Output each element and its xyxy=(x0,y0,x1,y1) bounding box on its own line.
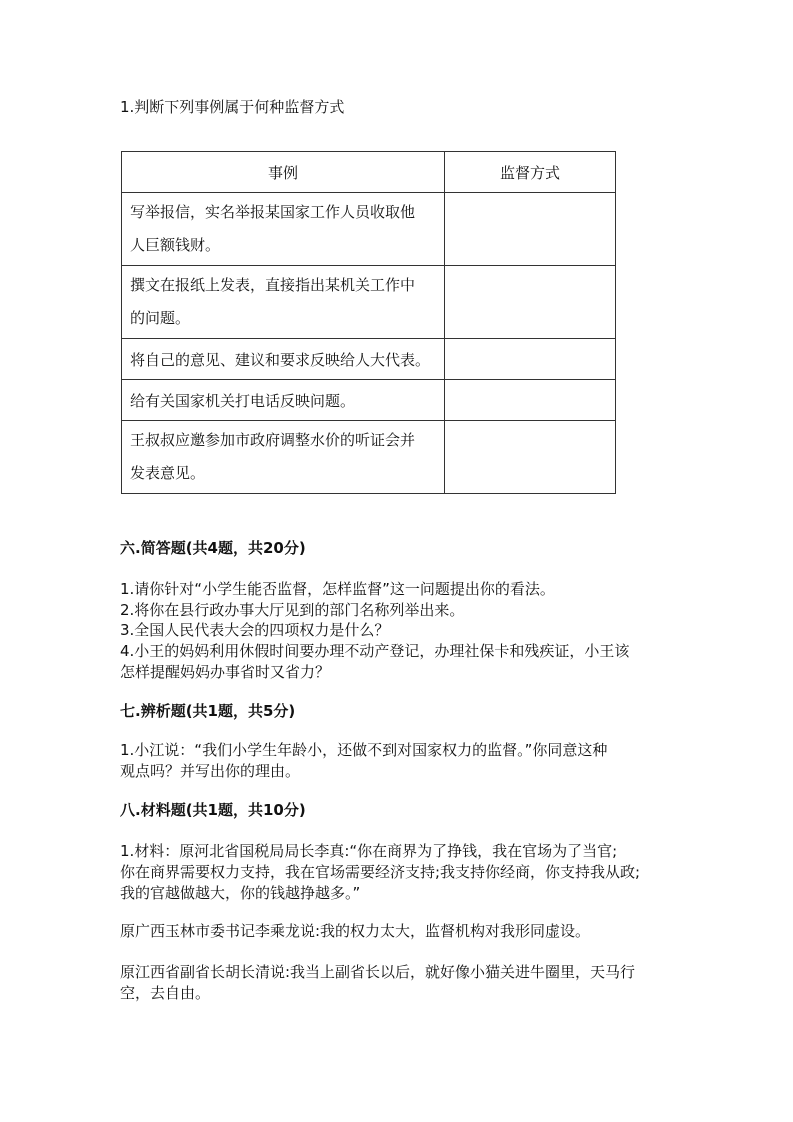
section-7-item: 1.小江说：“我们小学生年龄小，还做不到对国家权力的监督。”你同意这种 xyxy=(120,741,608,759)
header-case: 事例 xyxy=(122,152,445,193)
material-paragraph-2: 原广西玉林市委书记李乘龙说:我的权力太大，监督机构对我形同虚设。 xyxy=(120,922,591,940)
case-line: 将自己的意见、建议和要求反映给人大代表。 xyxy=(130,350,431,369)
table-row xyxy=(122,380,616,421)
material-line: 原江西省副省长胡长清说:我当上副省长以后，就好像小猫关进牛圈里，天马行 xyxy=(120,963,636,981)
header-method: 监督方式 xyxy=(445,152,616,193)
section-6-item: 1.请你针对“小学生能否监督，怎样监督”这一问题提出你的看法。 xyxy=(120,580,555,598)
supervision-cases-table xyxy=(121,151,616,494)
section-6-item: 4.小王的妈妈利用休假时间要办理不动产登记，办理社保卡和残疾证，小王该 xyxy=(120,642,630,660)
method-answer-cell[interactable] xyxy=(445,380,616,421)
material-line: 1.材料：原河北省国税局局长李真:“你在商界为了挣钱，我在官场为了当官; xyxy=(120,842,618,860)
case-line: 的问题。 xyxy=(130,309,191,327)
method-answer-cell[interactable] xyxy=(445,266,616,339)
method-answer-cell[interactable] xyxy=(445,193,616,266)
case-line: 写举报信，实名举报某国家工作人员收取他 xyxy=(130,203,416,221)
case-cell xyxy=(122,266,445,339)
section-7-heading: 七.辨析题(共1题，共5分) xyxy=(120,702,296,720)
case-line: 人巨额钱财。 xyxy=(130,236,221,254)
case-cell xyxy=(122,193,445,266)
section-8-heading: 八.材料题(共1题，共10分) xyxy=(120,801,306,819)
section-6-item: 怎样提醒妈妈办事省时又省力？ xyxy=(120,663,331,681)
table-row xyxy=(122,193,616,266)
method-answer-cell[interactable] xyxy=(445,421,616,494)
case-cell xyxy=(122,380,445,421)
section-6-item: 2.将你在县行政办事大厅见到的部门名称列举出来。 xyxy=(120,601,465,619)
material-line: 我的官越做越大，你的钱越挣越多。” xyxy=(120,884,361,902)
case-line: 王叔叔应邀参加市政府调整水价的听证会并 xyxy=(130,431,416,449)
section-7-item: 观点吗？并写出你的理由。 xyxy=(120,762,301,780)
case-cell xyxy=(122,421,445,494)
table-row xyxy=(122,266,616,339)
material-line: 空，去自由。 xyxy=(120,984,211,1002)
case-line: 撰文在报纸上发表，直接指出某机关工作中 xyxy=(130,276,416,294)
table-header-row xyxy=(122,152,616,193)
question-1-title: 1.判断下列事例属于何种监督方式 xyxy=(120,98,345,116)
case-cell xyxy=(122,339,445,380)
section-6-item: 3.全国人民代表大会的四项权力是什么？ xyxy=(120,621,390,639)
section-6-heading: 六.简答题(共4题，共20分) xyxy=(120,539,306,557)
table-row xyxy=(122,339,616,380)
case-line: 发表意见。 xyxy=(130,464,206,482)
table-row xyxy=(122,421,616,494)
method-answer-cell[interactable] xyxy=(445,339,616,380)
case-line: 给有关国家机关打电话反映问题。 xyxy=(130,391,356,410)
material-line: 你在商界需要权力支持，我在官场需要经济支持;我支持你经商，你支持我从政; xyxy=(120,863,641,881)
